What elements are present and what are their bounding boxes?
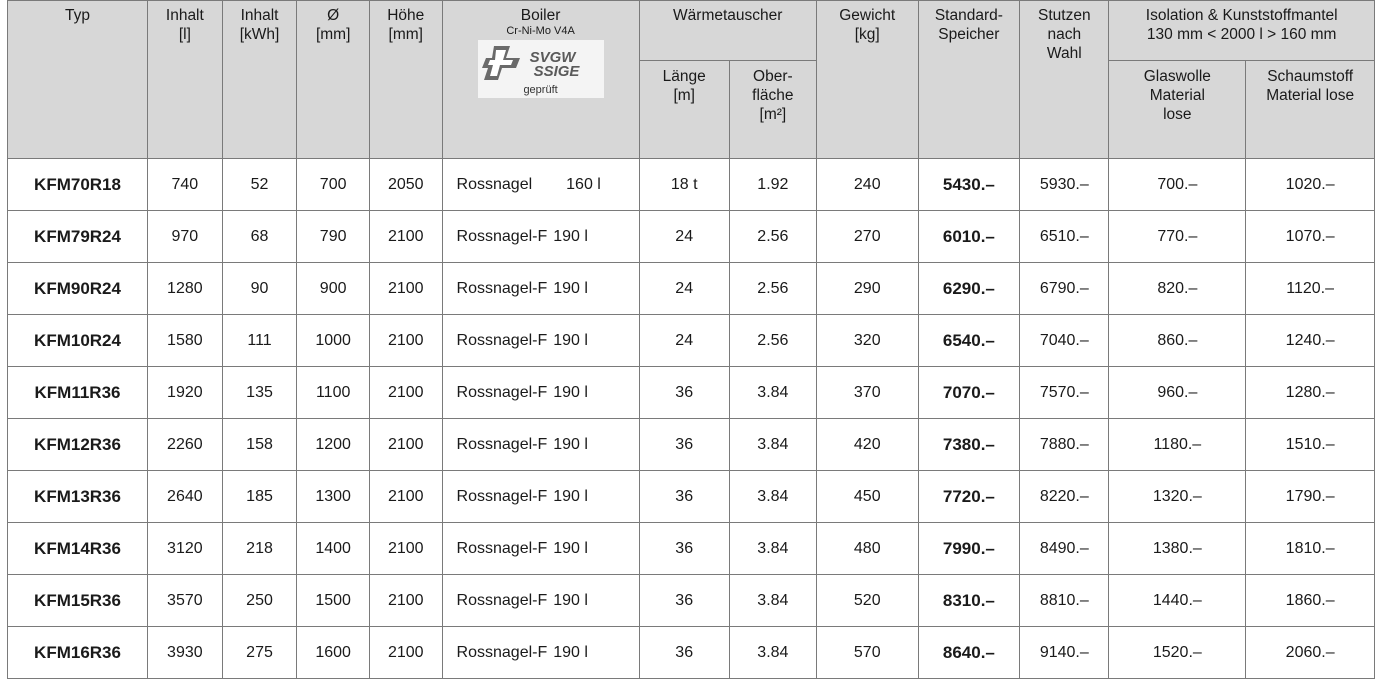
cell-typ: KFM90R24: [8, 263, 148, 315]
cell-glaswolle: 770.–: [1109, 211, 1246, 263]
cell-typ: KFM70R18: [8, 159, 148, 211]
cell-hoehe: 2100: [369, 627, 442, 679]
col-waermetauscher: Wärmetauscher: [639, 1, 816, 61]
cell-schaumstoff: 1860.–: [1246, 575, 1375, 627]
col-laenge: Länge [m]: [639, 61, 729, 159]
cell-typ: KFM79R24: [8, 211, 148, 263]
cell-inhalt-kwh: 218: [222, 523, 297, 575]
cell-glaswolle: 1180.–: [1109, 419, 1246, 471]
cell-schaumstoff: 2060.–: [1246, 627, 1375, 679]
cell-schaumstoff: 1790.–: [1246, 471, 1375, 523]
cell-typ: KFM12R36: [8, 419, 148, 471]
cell-diameter: 900: [297, 263, 370, 315]
col-oberflaeche: Ober- fläche [m²]: [729, 61, 816, 159]
cell-laenge: 18 t: [639, 159, 729, 211]
cell-flaeche: 1.92: [729, 159, 816, 211]
cell-glaswolle: 700.–: [1109, 159, 1246, 211]
cell-standard: 6010.–: [918, 211, 1020, 263]
cell-standard: 7380.–: [918, 419, 1020, 471]
cell-boiler: Rossnagel-F 190 l: [442, 211, 639, 263]
cell-inhalt-kwh: 275: [222, 627, 297, 679]
table-row: [8, 523, 1375, 575]
cell-hoehe: 2100: [369, 367, 442, 419]
cell-laenge: 36: [639, 523, 729, 575]
table-body: [8, 159, 1375, 679]
cell-schaumstoff: 1280.–: [1246, 367, 1375, 419]
cell-laenge: 24: [639, 211, 729, 263]
cell-standard: 5430.–: [918, 159, 1020, 211]
cell-schaumstoff: 1020.–: [1246, 159, 1375, 211]
cell-boiler: Rossnagel 160 l: [442, 159, 639, 211]
cell-gewicht: 570: [816, 627, 918, 679]
cell-standard: 8640.–: [918, 627, 1020, 679]
cell-schaumstoff: 1510.–: [1246, 419, 1375, 471]
cell-typ: KFM10R24: [8, 315, 148, 367]
table-row: [8, 367, 1375, 419]
table-row: [8, 627, 1375, 679]
cell-laenge: 36: [639, 471, 729, 523]
cell-flaeche: 3.84: [729, 627, 816, 679]
cell-diameter: 1300: [297, 471, 370, 523]
cell-hoehe: 2100: [369, 471, 442, 523]
col-typ: Typ: [8, 1, 148, 159]
cell-inhalt-l: 740: [148, 159, 223, 211]
cell-stutzen: 6790.–: [1020, 263, 1109, 315]
cell-hoehe: 2100: [369, 211, 442, 263]
cell-inhalt-l: 1920: [148, 367, 223, 419]
cell-gewicht: 450: [816, 471, 918, 523]
cell-boiler: Rossnagel-F 190 l: [442, 263, 639, 315]
cell-inhalt-kwh: 135: [222, 367, 297, 419]
cell-laenge: 36: [639, 367, 729, 419]
cell-laenge: 24: [639, 263, 729, 315]
col-isolation: Isolation & Kunststoffmantel 130 mm < 2000 l > 160 mm: [1109, 1, 1375, 61]
cell-stutzen: 7040.–: [1020, 315, 1109, 367]
col-glaswolle: Glaswolle Material lose: [1109, 61, 1246, 159]
cell-schaumstoff: 1120.–: [1246, 263, 1375, 315]
cell-hoehe: 2100: [369, 523, 442, 575]
cell-inhalt-kwh: 185: [222, 471, 297, 523]
cell-standard: 7990.–: [918, 523, 1020, 575]
cell-schaumstoff: 1240.–: [1246, 315, 1375, 367]
cell-hoehe: 2050: [369, 159, 442, 211]
cell-gewicht: 290: [816, 263, 918, 315]
cell-laenge: 24: [639, 315, 729, 367]
col-inhalt-l: Inhalt [l]: [148, 1, 223, 159]
svgw-logo: SVGW SSIGE geprüft: [478, 40, 604, 98]
cell-boiler: Rossnagel-F 190 l: [442, 471, 639, 523]
cell-hoehe: 2100: [369, 419, 442, 471]
cell-flaeche: 3.84: [729, 471, 816, 523]
table-row: [8, 211, 1375, 263]
cell-schaumstoff: 1810.–: [1246, 523, 1375, 575]
cell-boiler: Rossnagel-F 190 l: [442, 523, 639, 575]
cell-gewicht: 240: [816, 159, 918, 211]
cell-typ: KFM11R36: [8, 367, 148, 419]
cell-gewicht: 520: [816, 575, 918, 627]
cell-boiler: Rossnagel-F 190 l: [442, 367, 639, 419]
cell-diameter: 1200: [297, 419, 370, 471]
cell-standard: 6290.–: [918, 263, 1020, 315]
cell-diameter: 1400: [297, 523, 370, 575]
cell-diameter: 1600: [297, 627, 370, 679]
cell-flaeche: 2.56: [729, 211, 816, 263]
cell-stutzen: 6510.–: [1020, 211, 1109, 263]
col-diameter: Ø [mm]: [297, 1, 370, 159]
cell-stutzen: 7570.–: [1020, 367, 1109, 419]
cell-laenge: 36: [639, 575, 729, 627]
cell-diameter: 1100: [297, 367, 370, 419]
cell-hoehe: 2100: [369, 263, 442, 315]
cell-inhalt-l: 2260: [148, 419, 223, 471]
cell-inhalt-l: 3120: [148, 523, 223, 575]
cell-inhalt-l: 1280: [148, 263, 223, 315]
cell-typ: KFM15R36: [8, 575, 148, 627]
table-row: [8, 315, 1375, 367]
cell-standard: 6540.–: [918, 315, 1020, 367]
cell-inhalt-l: 3570: [148, 575, 223, 627]
cell-typ: KFM13R36: [8, 471, 148, 523]
cell-flaeche: 3.84: [729, 419, 816, 471]
cell-glaswolle: 1440.–: [1109, 575, 1246, 627]
cell-typ: KFM14R36: [8, 523, 148, 575]
cell-boiler: Rossnagel-F 190 l: [442, 419, 639, 471]
cell-gewicht: 420: [816, 419, 918, 471]
cell-glaswolle: 960.–: [1109, 367, 1246, 419]
cell-hoehe: 2100: [369, 315, 442, 367]
col-gewicht: Gewicht [kg]: [816, 1, 918, 159]
table-header: [8, 1, 1375, 159]
price-table: [7, 0, 1375, 679]
cell-inhalt-kwh: 68: [222, 211, 297, 263]
cell-gewicht: 270: [816, 211, 918, 263]
cell-stutzen: 8220.–: [1020, 471, 1109, 523]
cell-flaeche: 2.56: [729, 315, 816, 367]
cell-stutzen: 7880.–: [1020, 419, 1109, 471]
cell-gewicht: 370: [816, 367, 918, 419]
cell-inhalt-kwh: 111: [222, 315, 297, 367]
cell-standard: 8310.–: [918, 575, 1020, 627]
cell-gewicht: 480: [816, 523, 918, 575]
cell-boiler: Rossnagel-F 190 l: [442, 315, 639, 367]
cell-diameter: 1500: [297, 575, 370, 627]
cell-stutzen: 8490.–: [1020, 523, 1109, 575]
cell-flaeche: 3.84: [729, 523, 816, 575]
cell-inhalt-kwh: 158: [222, 419, 297, 471]
cell-diameter: 790: [297, 211, 370, 263]
cell-glaswolle: 1380.–: [1109, 523, 1246, 575]
cell-inhalt-l: 1580: [148, 315, 223, 367]
cell-diameter: 700: [297, 159, 370, 211]
cell-stutzen: 8810.–: [1020, 575, 1109, 627]
col-stutzen: Stutzen nach Wahl: [1020, 1, 1109, 159]
cell-inhalt-l: 970: [148, 211, 223, 263]
cell-flaeche: 3.84: [729, 367, 816, 419]
cell-flaeche: 3.84: [729, 575, 816, 627]
cell-boiler: Rossnagel-F 190 l: [442, 575, 639, 627]
cell-glaswolle: 860.–: [1109, 315, 1246, 367]
cell-inhalt-kwh: 52: [222, 159, 297, 211]
cell-laenge: 36: [639, 627, 729, 679]
cell-inhalt-l: 2640: [148, 471, 223, 523]
cell-laenge: 36: [639, 419, 729, 471]
cell-boiler: Rossnagel-F 190 l: [442, 627, 639, 679]
cell-diameter: 1000: [297, 315, 370, 367]
col-inhalt-kwh: Inhalt [kWh]: [222, 1, 297, 159]
table-row: [8, 575, 1375, 627]
cell-inhalt-l: 3930: [148, 627, 223, 679]
cell-standard: 7070.–: [918, 367, 1020, 419]
cell-inhalt-kwh: 250: [222, 575, 297, 627]
cell-glaswolle: 820.–: [1109, 263, 1246, 315]
table-row: [8, 159, 1375, 211]
col-hoehe: Höhe [mm]: [369, 1, 442, 159]
cell-glaswolle: 1320.–: [1109, 471, 1246, 523]
table-row: [8, 263, 1375, 315]
col-boiler: Boiler Cr-Ni-Mo V4A SVGW SSIGE geprüft: [442, 1, 639, 159]
table-row: [8, 471, 1375, 523]
col-standard: Standard- Speicher: [918, 1, 1020, 159]
cell-glaswolle: 1520.–: [1109, 627, 1246, 679]
cell-standard: 7720.–: [918, 471, 1020, 523]
cell-schaumstoff: 1070.–: [1246, 211, 1375, 263]
cell-gewicht: 320: [816, 315, 918, 367]
cell-hoehe: 2100: [369, 575, 442, 627]
cell-stutzen: 9140.–: [1020, 627, 1109, 679]
cell-typ: KFM16R36: [8, 627, 148, 679]
cell-inhalt-kwh: 90: [222, 263, 297, 315]
cell-stutzen: 5930.–: [1020, 159, 1109, 211]
cell-flaeche: 2.56: [729, 263, 816, 315]
col-schaumstoff: Schaumstoff Material lose: [1246, 61, 1375, 159]
svgw-cross-icon: [480, 44, 522, 82]
table-row: [8, 419, 1375, 471]
